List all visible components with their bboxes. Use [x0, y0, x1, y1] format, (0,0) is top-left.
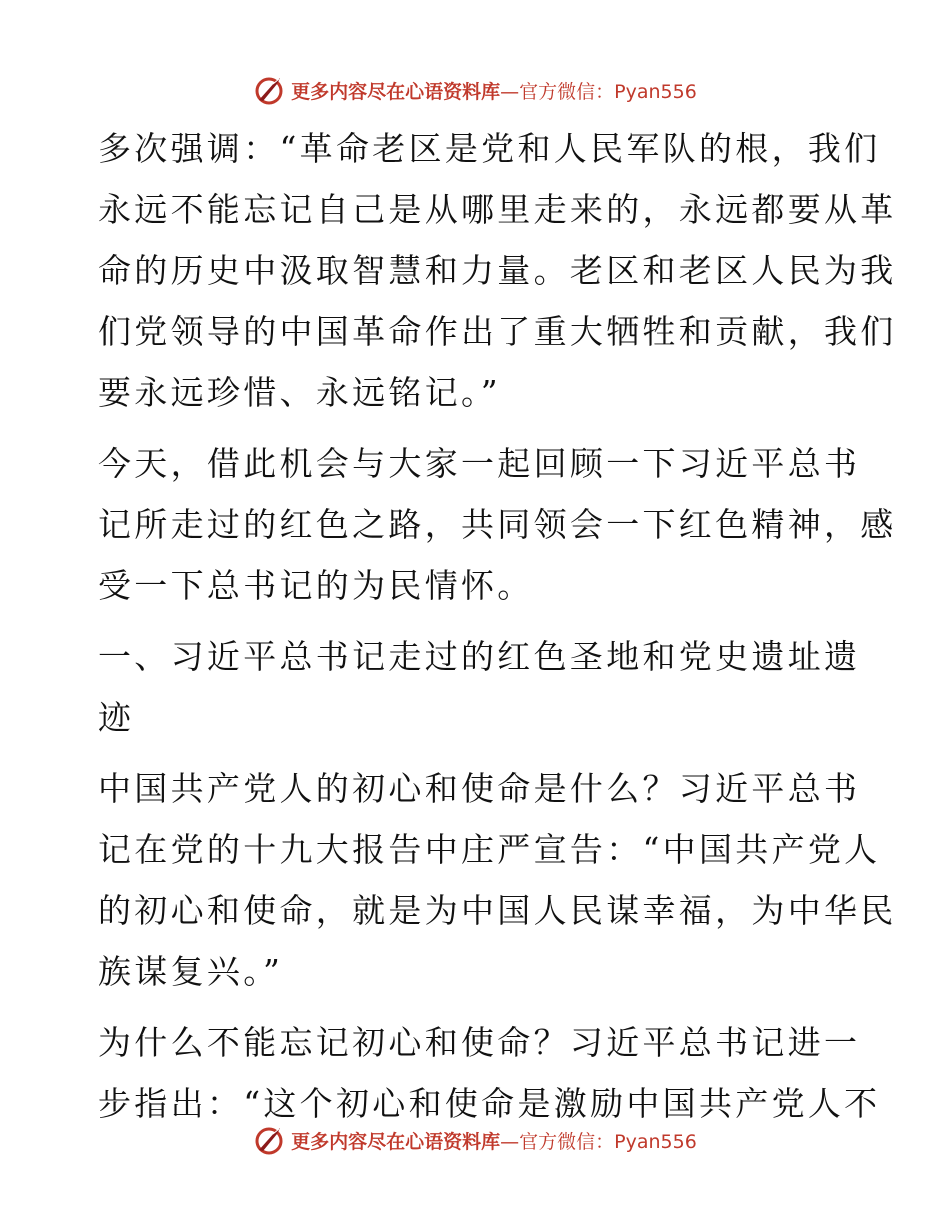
paragraph-1 [98, 118, 897, 423]
paragraph-2 [98, 433, 897, 616]
text-line: 族谋复兴。” [98, 952, 284, 991]
text-line: 今天，借此机会与大家一起回顾一下习近平总书 [98, 444, 861, 483]
paragraph-4 [98, 1012, 881, 1134]
text-line: 记所走过的红色之路，共同领会一下红色精神，感 [98, 505, 897, 544]
paragraph-3 [98, 758, 897, 1002]
document-body [98, 118, 897, 1134]
quill-logo-icon [253, 1124, 285, 1156]
text-line: 们党领导的中国革命作出了重大牺牲和贡献，我们 [98, 312, 897, 351]
text-line: 多次强调：“革命老区是党和人民军队的根，我们 [98, 129, 881, 168]
text-line: 一、习近平总书记走过的红色圣地和党史遗址遗 [98, 637, 861, 676]
text-line: 步指出：“这个初心和使命是激励中国共产党人不 [98, 1084, 881, 1123]
watermark-sub-text: —官方微信：Pyan556 [500, 80, 697, 103]
watermark-main-text: 更多内容尽在心语资料库 [291, 80, 501, 103]
quill-logo-icon [253, 74, 285, 106]
watermark-main-text: 更多内容尽在心语资料库 [291, 1130, 501, 1153]
watermark-sub-text: —官方微信：Pyan556 [500, 1130, 697, 1153]
text-line: 受一下总书记的为民情怀。 [98, 566, 534, 605]
text-line: 要永远珍惜、永远铭记。” [98, 373, 501, 412]
text-line: 迹 [98, 698, 135, 737]
section-heading [98, 626, 861, 748]
text-line: 的初心和使命，就是为中国人民谋幸福，为中华民 [98, 891, 897, 930]
text-line: 为什么不能忘记初心和使命？习近平总书记进一 [98, 1023, 861, 1062]
footer-watermark [0, 1120, 950, 1160]
text-line: 中国共产党人的初心和使命是什么？习近平总书 [98, 769, 861, 808]
text-line: 永远不能忘记自己是从哪里走来的，永远都要从革 [98, 190, 897, 229]
header-watermark [0, 70, 950, 110]
text-line: 记在党的十九大报告中庄严宣告：“中国共产党人 [98, 830, 881, 869]
text-line: 命的历史中汲取智慧和力量。老区和老区人民为我 [98, 251, 897, 290]
